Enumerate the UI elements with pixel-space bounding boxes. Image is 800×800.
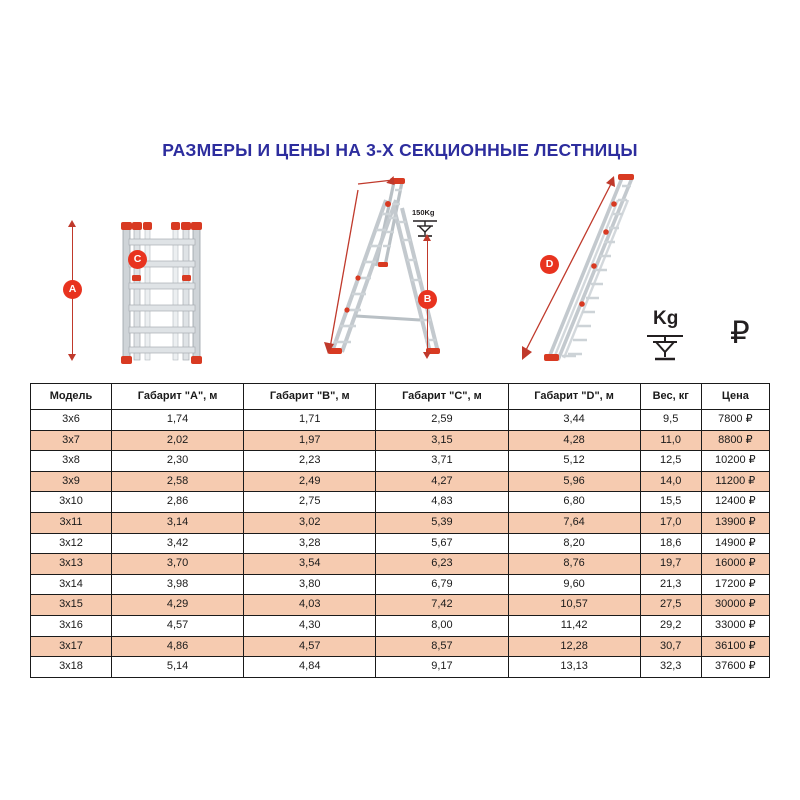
table-body xyxy=(31,410,770,678)
cell-model: 3х10 xyxy=(31,492,112,513)
cell-price: 17200 ₽ xyxy=(701,574,769,595)
cell-dim-d: 3,44 xyxy=(508,410,640,431)
cell-dim-c: 8,57 xyxy=(376,636,508,657)
cell-dim-d: 6,80 xyxy=(508,492,640,513)
load-badge-label: 150Kg xyxy=(412,208,435,217)
cell-dim-b: 4,84 xyxy=(244,657,376,678)
cell-weight: 18,6 xyxy=(640,533,701,554)
cell-dim-b: 4,03 xyxy=(244,595,376,616)
cell-dim-a: 2,02 xyxy=(112,430,244,451)
cell-price: 16000 ₽ xyxy=(701,554,769,575)
cell-model: 3х11 xyxy=(31,512,112,533)
cell-dim-b: 3,54 xyxy=(244,554,376,575)
table-row xyxy=(31,471,770,492)
cell-dim-c: 4,83 xyxy=(376,492,508,513)
cell-weight: 19,7 xyxy=(640,554,701,575)
cell-dim-b: 1,71 xyxy=(244,410,376,431)
cell-dim-c: 9,17 xyxy=(376,657,508,678)
cell-dim-a: 4,86 xyxy=(112,636,244,657)
cell-model: 3х18 xyxy=(31,657,112,678)
cell-price: 36100 ₽ xyxy=(701,636,769,657)
cell-weight: 17,0 xyxy=(640,512,701,533)
column-header-weight: Вес, кг xyxy=(640,384,701,410)
cell-dim-b: 3,28 xyxy=(244,533,376,554)
cell-price: 33000 ₽ xyxy=(701,615,769,636)
cell-weight: 32,3 xyxy=(640,657,701,678)
cell-dim-a: 3,14 xyxy=(112,512,244,533)
cell-dim-d: 7,64 xyxy=(508,512,640,533)
cell-dim-c: 3,15 xyxy=(376,430,508,451)
cell-dim-d: 10,57 xyxy=(508,595,640,616)
cell-model: 3х8 xyxy=(31,451,112,472)
cell-dim-c: 5,39 xyxy=(376,512,508,533)
table-row xyxy=(31,533,770,554)
cell-dim-d: 5,96 xyxy=(508,471,640,492)
dimension-arrow-a-bottom xyxy=(68,354,76,361)
dimension-arrow-b-bottom xyxy=(423,352,431,359)
cell-dim-c: 7,42 xyxy=(376,595,508,616)
cell-dim-b: 2,49 xyxy=(244,471,376,492)
cell-weight: 15,5 xyxy=(640,492,701,513)
cell-dim-a: 3,98 xyxy=(112,574,244,595)
cell-weight: 27,5 xyxy=(640,595,701,616)
table-row xyxy=(31,636,770,657)
cell-price: 10200 ₽ xyxy=(701,451,769,472)
cell-dim-a: 4,29 xyxy=(112,595,244,616)
cell-dim-b: 4,57 xyxy=(244,636,376,657)
cell-price: 14900 ₽ xyxy=(701,533,769,554)
cell-model: 3х17 xyxy=(31,636,112,657)
illustration-area xyxy=(30,170,770,375)
cell-dim-a: 3,70 xyxy=(112,554,244,575)
cell-price: 30000 ₽ xyxy=(701,595,769,616)
column-header-price: Цена xyxy=(701,384,769,410)
cell-dim-d: 5,12 xyxy=(508,451,640,472)
column-header-dim-b: Габарит "В", м xyxy=(244,384,376,410)
cell-model: 3х7 xyxy=(31,430,112,451)
marker-c: C xyxy=(128,250,147,269)
cell-dim-d: 9,60 xyxy=(508,574,640,595)
cell-dim-a: 4,57 xyxy=(112,615,244,636)
column-header-dim-a: Габарит "А", м xyxy=(112,384,244,410)
cell-price: 13900 ₽ xyxy=(701,512,769,533)
cell-weight: 29,2 xyxy=(640,615,701,636)
ruble-sign-icon: ₽ xyxy=(730,315,750,351)
column-header-dim-c: Габарит "С", м xyxy=(376,384,508,410)
cell-dim-a: 2,58 xyxy=(112,471,244,492)
cell-dim-a: 3,42 xyxy=(112,533,244,554)
cell-dim-b: 1,97 xyxy=(244,430,376,451)
marker-d: D xyxy=(540,255,559,274)
cell-dim-d: 8,76 xyxy=(508,554,640,575)
cell-model: 3х9 xyxy=(31,471,112,492)
cell-price: 7800 ₽ xyxy=(701,410,769,431)
scale-weight-legend-icon xyxy=(642,332,688,364)
cell-dim-a: 5,14 xyxy=(112,657,244,678)
table-row xyxy=(31,451,770,472)
cell-dim-b: 2,75 xyxy=(244,492,376,513)
cell-weight: 14,0 xyxy=(640,471,701,492)
cell-model: 3х16 xyxy=(31,615,112,636)
cell-dim-c: 6,79 xyxy=(376,574,508,595)
table-header-row xyxy=(31,384,770,410)
cell-dim-a: 1,74 xyxy=(112,410,244,431)
cell-dim-c: 8,00 xyxy=(376,615,508,636)
cell-model: 3х14 xyxy=(31,574,112,595)
cell-dim-b: 3,80 xyxy=(244,574,376,595)
table-row xyxy=(31,430,770,451)
table-row xyxy=(31,512,770,533)
cell-dim-c: 2,59 xyxy=(376,410,508,431)
cell-dim-d: 12,28 xyxy=(508,636,640,657)
column-header-dim-d: Габарит "D", м xyxy=(508,384,640,410)
page-title: РАЗМЕРЫ И ЦЕНЫ НА 3-Х СЕКЦИОННЫЕ ЛЕСТНИЦЫ xyxy=(162,140,638,160)
column-header-model: Модель xyxy=(31,384,112,410)
marker-a: A xyxy=(63,280,82,299)
marker-b: B xyxy=(418,290,437,309)
cell-dim-b: 4,30 xyxy=(244,615,376,636)
cell-weight: 21,3 xyxy=(640,574,701,595)
cell-model: 3х15 xyxy=(31,595,112,616)
cell-weight: 30,7 xyxy=(640,636,701,657)
cell-dim-d: 4,28 xyxy=(508,430,640,451)
specs-table xyxy=(30,383,770,678)
table-row xyxy=(31,574,770,595)
cell-dim-d: 13,13 xyxy=(508,657,640,678)
cell-dim-c: 4,27 xyxy=(376,471,508,492)
cell-dim-c: 5,67 xyxy=(376,533,508,554)
cell-dim-c: 3,71 xyxy=(376,451,508,472)
cell-dim-c: 6,23 xyxy=(376,554,508,575)
cell-price: 37600 ₽ xyxy=(701,657,769,678)
cell-dim-a: 2,30 xyxy=(112,451,244,472)
weight-legend-label: Kg xyxy=(653,308,679,329)
cell-weight: 12,5 xyxy=(640,451,701,472)
cell-model: 3х6 xyxy=(31,410,112,431)
table-row xyxy=(31,554,770,575)
cell-weight: 11,0 xyxy=(640,430,701,451)
cell-price: 12400 ₽ xyxy=(701,492,769,513)
table-row xyxy=(31,492,770,513)
cell-price: 8800 ₽ xyxy=(701,430,769,451)
ladder-a-frame-icon xyxy=(290,170,470,375)
cell-model: 3х12 xyxy=(31,533,112,554)
cell-model: 3х13 xyxy=(31,554,112,575)
cell-dim-b: 3,02 xyxy=(244,512,376,533)
cell-dim-a: 2,86 xyxy=(112,492,244,513)
cell-price: 11200 ₽ xyxy=(701,471,769,492)
table-row xyxy=(31,595,770,616)
dimension-arrow-b-top xyxy=(423,234,431,241)
cell-dim-d: 8,20 xyxy=(508,533,640,554)
table-row xyxy=(31,615,770,636)
cell-dim-d: 11,42 xyxy=(508,615,640,636)
dimension-arrow-a-top xyxy=(68,220,76,227)
cell-dim-b: 2,23 xyxy=(244,451,376,472)
cell-weight: 9,5 xyxy=(640,410,701,431)
table-row xyxy=(31,657,770,678)
table-row xyxy=(31,410,770,431)
